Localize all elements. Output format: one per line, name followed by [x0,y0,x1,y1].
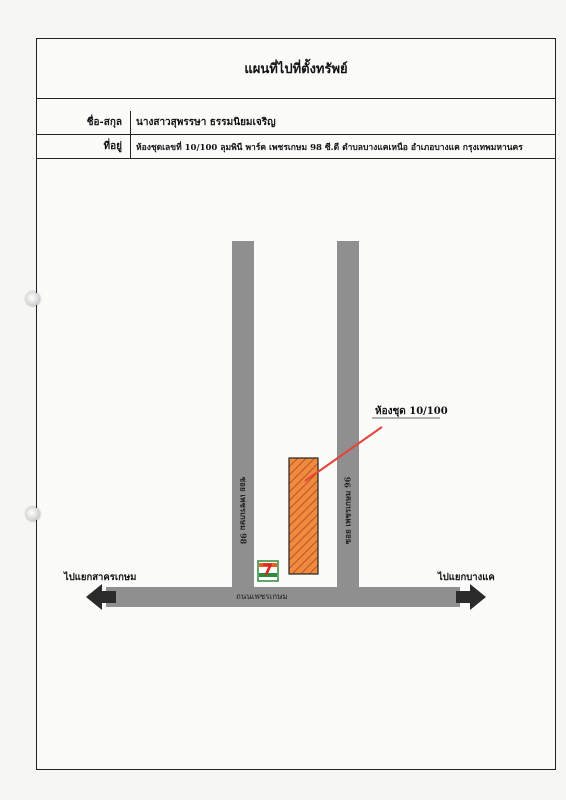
page-title: แผนที่ไปที่ตั้งทรัพย์ [37,39,555,99]
arrow-right-icon [456,584,486,610]
name-value: นางสาวสุพรรษา ธรรมนิยมเจริญ [136,117,276,128]
address-label: ที่อยู่ [36,135,131,158]
destination-left-label: ไปแยกสาครเกษม [64,572,137,583]
address-value: ห้องชุดเลขที่ 10/100 ลุมพินี พาร์ค เพชรเกษม 98 ซี.ดี ตำบลบางแคเหนือ อำเภอบางแค กรุงเทพมหานคร [136,142,523,153]
soi-left-label: ซอย เพชรเกษม 98 [238,476,249,545]
unit-label: ห้องชุด 10/100 [375,406,448,417]
name-label: ชื่อ-สกุล [36,111,131,134]
seven-eleven-number: 7 [262,560,274,579]
main-road-label: ถนนเพชรเกษม [236,592,288,601]
soi-right-label: ซอย เพชรเกษม 96 [342,476,353,545]
destination-right-label: ไปแยกบางแค [438,572,495,583]
